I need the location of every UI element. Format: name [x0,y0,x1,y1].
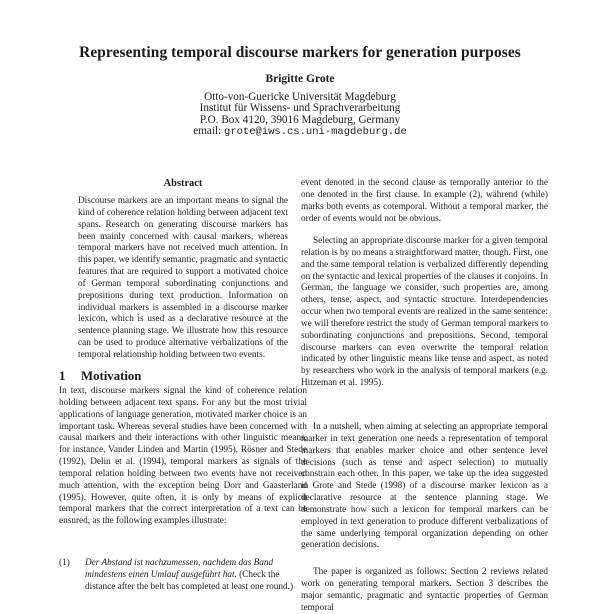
abstract-text: Discourse markers are an important means to signal the kind of coherence relation holding between adjacent text spans. Research on generating discourse markers has been mainly concerned with causal markers, whereas temporal markers have not received much attention. In this paper, we identify semantic, pragmatic and syntactic features that are required to support a motivated choice of German temporal subordinating conjunctions and prepositions during text production. Information on individual markers is assembled in a discourse marker lexicon, which is used as a declarative resource at the sentence planning stage. We illustrate how this resource can be used to produce alternative verbalizations of the temporal relationship holding between two events. [78,196,288,360]
affiliation-line-2: Institut für Wissens- und Sprachverarbeitung [199,102,401,114]
section-title: Motivation [81,369,142,383]
section-number: 1 [59,369,66,383]
email-address[interactable]: grote@iws.cs.uni-magdeburg.de [224,126,407,138]
example-label: (1) [59,558,70,568]
example-gloss: (Check the distance after the belt has completed at least one round.) [85,569,294,592]
right-paragraph-2: Selecting an appropriate discourse marker for a given temporal relation is by no means a straightforward matter, though. First, one and the same temporal relation is verbalized differently depending on the syntactic and lexical properties of the clauses it conjoins. In German, the language we consider, such properties are, among others, tense, aspect, and syntactic structure. Interdependencies occur when two temporal events are realized in the same sentence: we will therefore restrict the study of German temporal markers to subordinating conjunctions and prepositions. Second, temporal discourse markers can even overwrite the temporal relation indicated by other linguistic means like tense and aspect, as noted by researchers who work in the analysis of temporal markers (e.g. Hitzeman et al. 1995). [301,236,549,389]
affiliation-line-3: P.O. Box 4120, 39016 Magdeburg, Germany [199,113,401,126]
right-paragraph-1: event denoted in the second clause as temporally anterior to the one denoted in the first clause. In example (2), während (while) marks both events as cotemporal. Without a temporal marker, the order of events would not be obvious. [301,178,548,224]
section-body: In text, discourse markers signal the kind of coherence relation holding between adjacent text spans. For any but the most trivial applications of language generation, motivated marker choice is an important task. Whereas several studies have been concerned with causal markers and their interactions with other linguistic means, for instance, Vander Linden and Martin (1995), Rösner and Stede (1992), Delin et al. (1994), temporal markers as signals of the temporal relation holding between two events have not received much attention, with the exception being Dorr and Gaasterland (1995). However, quite often, it is only by means of explicit temporal markers that the correct interpretation of a text can be ensured, as the following examples illustrate: [59,386,307,527]
right-paragraph-4: The paper is organized as follows: Section 2 reviews related work on generating temporal markers. Section 3 describes the major semantic, pragmatic and syntactic properties of German temporal [301,567,548,613]
abstract-heading: Abstract [163,178,203,189]
email-label: email: [193,125,222,137]
example-body [85,558,307,594]
example-german: Der Abstand ist nachzumessen, nachdem das Band mindestens einen Umlauf ausgeführt hat. [85,558,274,580]
author-email [0,125,600,138]
author-name: Brigitte Grote [265,73,335,85]
right-paragraph-3: In a nutshell, when aiming at selecting an appropriate temporal marker in text generation one needs a representation of temporal markers that enables marker choice and other sentence level decisions (such as tense and aspect selection) to mutually constrain each other. In this paper, we take up the idea suggested in Grote and Stede (1998) of a discourse marker lexicon as a declarative resource at the sentence planning stage. We demonstrate how such a lexicon for temporal markers can be employed in text generation to produce different verbalizations of the same underlying temporal organization depending on other generation decisions. [301,422,548,551]
section-heading [59,369,141,384]
affiliation-line-1: Otto-von-Guericke Universität Magdeburg [204,91,396,103]
paper-title: Representing temporal discourse markers for generation purposes [79,44,521,61]
